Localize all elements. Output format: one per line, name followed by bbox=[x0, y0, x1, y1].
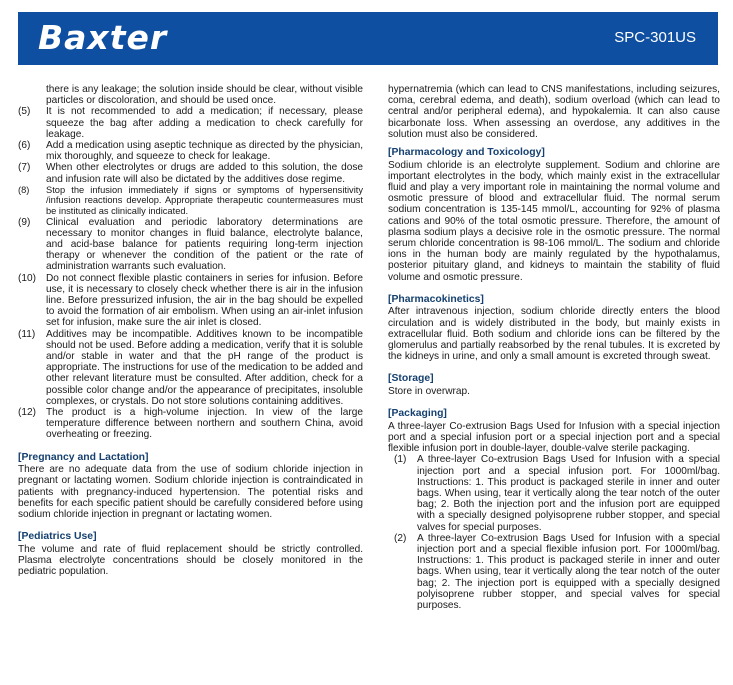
right-intro-text: hypernatremia (which can lead to CNS manifestations, including seizures, coma, cerebral edema, and death), sodium overload (which can lead to central and/or peripheral edema), and hypokalemia. It can also cause bicarbonate loss. When assessing an overdose, any additives in the solution must also be considered. bbox=[388, 84, 720, 140]
list-item: (7) When other electrolytes or drugs are added to this solution, the dose and infusion rate will also be dictated by the additives dose regime. bbox=[18, 162, 363, 185]
list-item: (6) Add a medication using aseptic technique as directed by the physician, mix thoroughly, and squeeze to check for leakage. bbox=[18, 140, 363, 163]
list-item: (5) It is not recommended to add a medication; if necessary, please squeeze the bag after adding a medication to check carefully for leakage. bbox=[18, 106, 363, 140]
right-column bbox=[388, 84, 720, 611]
left-column bbox=[18, 84, 363, 577]
list-item: (8) Stop the infusion immediately if signs or symptoms of hypersensitivity /infusion reactions develop. Appropriate therapeutic countermeasures must be instituted as clinically indicated. bbox=[18, 184, 363, 217]
list-item: (12) The product is a high-volume injection. In view of the large temperature difference between northern and southern China, avoid overheating or freezing. bbox=[18, 407, 363, 441]
pharmacology-text: Sodium chloride is an electrolyte supplement. Sodium and chlorine are important electrolytes in the body, which mainly exist in the extracellular fluid and play a very important role in maintaining the normal volume and osmotic pressure of blood and extracellular fluid. The normal serum sodium concentration is 135-145 mmol/L, accounting for 92% of plasma cations and 90% of the total osmotic pressure. Therefore, the amount of plasma sodium plays a decisive role in the osmotic pressure. The normal serum chloride concentration is 98-106 mmol/L. The sodium and chloride ions in the human body are mainly regulated by the hypothalamus, posterior pituitary gland, and kidneys to maintain the stability of fluid volume and osmotic pressure. bbox=[388, 159, 720, 283]
storage-heading: [Storage] bbox=[388, 373, 434, 385]
pediatrics-text: The volume and rate of fluid replacement should be strictly controlled. Plasma electrolyte concentrations should be closely monitored in the pediatric population. bbox=[18, 543, 363, 578]
pregnancy-heading: [Pregnancy and Lactation] bbox=[18, 451, 149, 463]
pediatrics-heading: [Pediatrics Use] bbox=[18, 531, 97, 543]
list-item: (2) A three-layer Co-extrusion Bags Used for Infusion with a special injection port and a special flexible infusion port. For 1000ml/bag. Instructions: 1. This product is packaged sterile in inner and outer bags. When using, tear it vertically along the tear notch of the outer bag; 2. The injection port is equipped with a specially designed polyisoprene rubber stopper, and special valves for special purposes. bbox=[394, 532, 720, 612]
list-item: (1) A three-layer Co-extrusion Bags Used for Infusion with a special injection port and a special infusion port. For 1000ml/bag. Instructions: 1. This product is packaged sterile in inner and outer bags. When using, tear it vertically along the tear notch of the outer bag; 2. Both the injection port and the infusion port are equipped with a specially designed polyisoprene rubber stopper, and special valves for special purposes. bbox=[394, 454, 720, 533]
header-bar bbox=[18, 12, 718, 65]
pharmacokinetics-heading: [Pharmacokinetics] bbox=[388, 293, 484, 305]
document-code: SPC-301US bbox=[614, 29, 696, 46]
list-item: (9) Clinical evaluation and periodic laboratory determinations are necessary to monitor changes in fluid balance, electrolyte balance, and acid-base balance for patients requiring long-term injection therapy or whenever the condition of the patient or the rate of administration warrants such evaluation. bbox=[18, 216, 363, 273]
pharmacokinetics-text: After intravenous injection, sodium chloride directly enters the blood circulation and is widely distributed in the body, but mainly exists in extracellular fluid. Both sodium and chloride ions can be filtered by the glomerulus and partially reabsorbed by the renal tubules. It is excreted by the kidneys in urine, and only a small amount is excreted through sweat. bbox=[388, 306, 720, 363]
pharmacology-heading: [Pharmacology and Toxicology] bbox=[388, 147, 545, 159]
baxter-logo: Baxter bbox=[38, 18, 168, 57]
packaging-text: A three-layer Co-extrusion Bags Used for Infusion with a special injection port and a special infusion port or a special injection port and a special flexible infusion port in double-layer, double-valve sterile packaging. bbox=[388, 420, 720, 455]
left-intro-text: there is any leakage; the solution inside should be clear, without visible particles or discoloration, and should be used once. bbox=[46, 84, 363, 107]
pregnancy-text: There are no adequate data from the use of sodium chloride injection in pregnant or lactating women. Sodium chloride injection is contraindicated in patients with pregnancy-induced hypertension. The potential risks and benefits for each specific patient should be carefully considered before using sodium chloride injection in pregnant or lactating women. bbox=[18, 464, 363, 521]
packaging-heading: [Packaging] bbox=[388, 408, 447, 420]
list-item: (10) Do not connect flexible plastic containers in series for infusion. Before use, it is necessary to closely check whether there is air in the infusion line. Before pressurized infusion, the air in the bag should be expelled to avoid the formation of air embolism. When using an air-inlet infusion set for infusion, make sure the air inlet is closed. bbox=[18, 272, 363, 329]
storage-text: Store in overwrap. bbox=[388, 386, 470, 398]
list-item: (11) Additives may be incompatible. Additives known to be incompatible should not be used. Before adding a medication, verify that it is soluble and/or stable in water and that the pH range of the product is appropriate. The instructions for use of the medication to be added and other relevant literature must be consulted. After addition, check for a possible color change and/or the appearance of precipitates, insoluble complexes, or crystals. Do not store solutions containing additives. bbox=[18, 328, 363, 407]
